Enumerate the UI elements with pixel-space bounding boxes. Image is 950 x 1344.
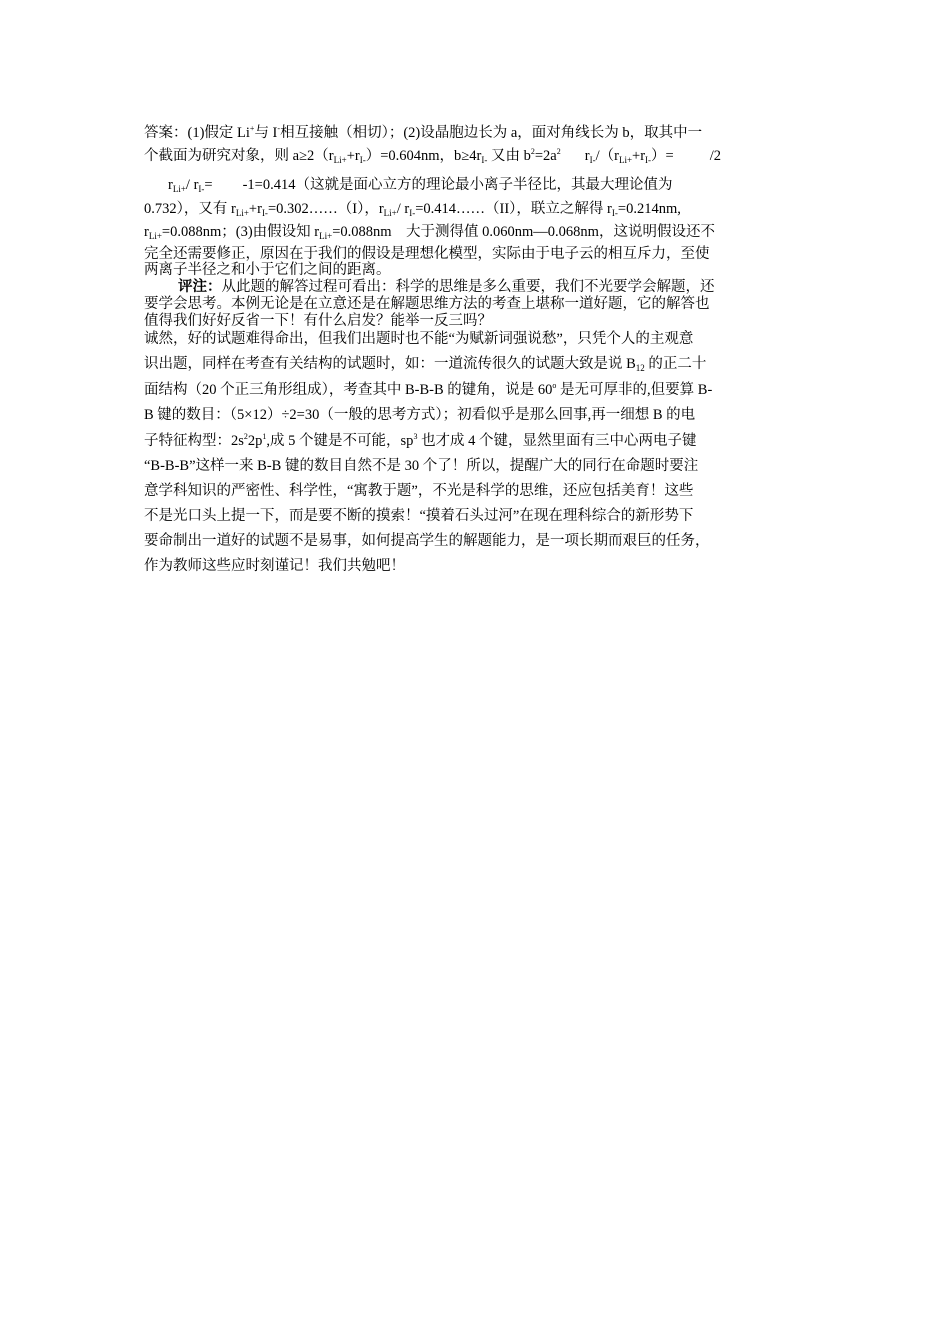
essay-line-10: 作为教师这些应时刻谨记！我们共勉吧！ [144,558,405,574]
answer-line-5: $r_{Li+}=0.088nm$；(3)由假设知 $r_{Li+}=0.088nm$ 大于测得值 0.060nm—0.068nm，这说明假设还不 [144,224,715,241]
answer-line-3: $r_{Li+}/$ $r_{I-}= -1=0.414$（这就是面心立方的理论最小离子半径比，其最大理论值为 [168,177,673,194]
comment-line-1: 评注：从此题的解答过程可看出：科学的思维是多么重要，我们不光要学会解题，还 [178,279,715,295]
essay-line-7: 意学科知识的严密性、科学性，“寓教于题”，不光是科学的思维，还应包括美育！这些 [144,483,694,499]
comment-label: 评注： [178,279,222,295]
comment-line-2: 要学会思考。本例无论是在立意还是在解题思维方法的考查上堪称一道好题，它的解答也 [144,296,710,312]
answer-line-1: 答案：(1)假定 Li+与 I-相互接触（相切）；(2)设晶胞边长为 a，面对角线长为 b，取其中一 [144,124,703,141]
essay-line-8: 不是光口头上提一下，而是要不断的摸索！“摸着石头过河”在现在理科综合的新形势下 [144,508,694,524]
comment-line-3: 值得我们好好反省一下！有什么启发？能举一反三吗？ [144,313,492,329]
essay-line-3: 面结构（20 个正三角形组成），考查其中 B-B-B 的键角，说是 60$^o$ 是无可厚非的,但要算 B- [144,381,713,398]
essay-line-1: 诚然，好的试题难得命出，但我们出题时也不能“为赋新词强说愁”，只凭个人的主观意 [144,331,694,347]
essay-line-6: “B-B-B”这样一来 B-B 键的数目自然不是 30 个了！所以，提醒广大的同行在命题时要注 [144,458,699,474]
answer-line-4: 0.732），又有 $r_{Li+}+r_{I-}=0.302\dots\dots(I)$，$r_{Li+}/$ $r_{I-}=0.414\dots\dots(II)$，联立之解得 $r_{I-}=0.214nm$, [144,201,681,218]
answer-line-2: 个截面为研究对象，则 $a\ge 2(r_{Li+}+r_{I-})=0.604nm$，$b\ge 4r_{I-}$ 又由 $b^2=2a^2$ $r_{I-}/(r_{Li+}+r_{I-})= /2$ [144,147,722,165]
essay-line-4: B 键的数目：（5×12）÷2=30（一般的思考方式）；初看似乎是那么回事,再一细想 B 的电 [144,407,696,423]
essay-line-5: 子特征构型：$2s^22p^1$,成 5 个键是不可能，$sp^3$ 也才成 4 个键，显然里面有三中心两电子键 [144,432,697,449]
answer-line-7: 两离子半径之和小于它们之间的距离。 [144,262,391,278]
answer-line-6: 完全还需要修正，原因在于我们的假设是理想化模型，实际由于电子云的相互斥力，至使 [144,246,710,262]
essay-line-2: 识出题，同样在考查有关结构的试题时，如：一道流传很久的试题大致是说 $B_{12}$ 的正二十 [144,356,707,373]
essay-line-9: 要命制出一道好的试题不是易事，如何提高学生的解题能力，是一项长期而艰巨的任务， [144,533,710,549]
